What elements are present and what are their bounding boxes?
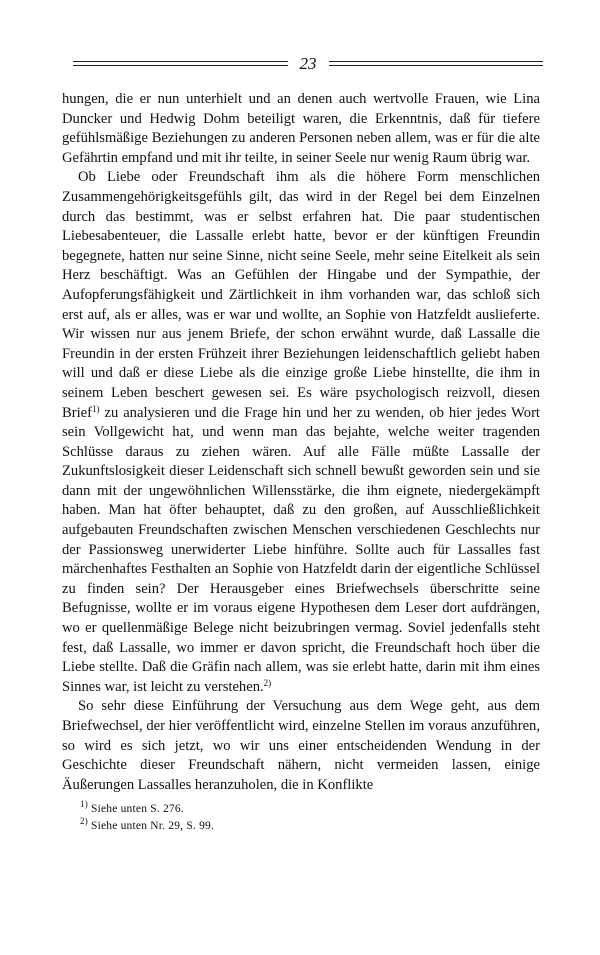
footnote-reference: 1) <box>92 403 100 414</box>
footnote-reference: 2) <box>263 677 272 688</box>
footnote-mark: 1) <box>80 799 88 810</box>
footnote <box>80 801 540 818</box>
footnotes <box>62 801 540 835</box>
paragraph <box>62 168 540 697</box>
footnote-text: Siehe unten Nr. 29, S. 99. <box>90 820 215 833</box>
body-text <box>62 90 540 795</box>
page-number: 23 <box>299 53 317 73</box>
paragraph-text: Ob Liebe oder Freundschaft ihm als die höhere Form menschlichen Zusammengehörigkeitsgefühls gilt, das wird in der Regel bei dem Einzelnen durch das bestimmt, was er selbst erfahren hat. Die paar studentischen Liebesabenteuer, die Lassalle erlebt hatte, bevor er der künftigen Freundin begegnete, hatten nur seine Sinne, nicht seine Seele, mehr seine Eitelkeit als sein Herz beschäftigt. Was an Gefühlen der Hingabe und der Sympathie, der Aufopferungsfähigkeit und Zärtlichkeit in ihm vorhanden war, das schloß sich erst auf, als er alles, was er war und wollte, an Sophie von Hatzfeldt auslieferte. Wir wissen nur aus jenem Briefe, der schon erwähnt wurde, daß Lassalle die Freundin in der ersten Frühzeit ihrer Beziehungen leidenschaftlich geliebt haben will und daß er diese Liebe als die einzige große Liebe hinstellte, die ihm in seinem Leben beschert gewesen sei. Es wäre psychologisch reizvoll, diesen Brief <box>62 169 540 421</box>
paragraph <box>62 697 540 795</box>
book-page <box>62 50 540 835</box>
header-rule-left <box>73 61 288 66</box>
paragraph-text: zu analysieren und die Frage hin und her zu wenden, ob hier jedes Wort sein Vollgewicht hat, und wenn man das bejahte, welche weiter tragenden Schlüsse daraus zu ziehen wären. Auf alle Fälle müßte Lassalle der Zukunftslosigkeit dieser Leidenschaft sich schnell bewußt geworden sein und sie dann mit der ungewöhnlichen Willensstärke, die ihm eignete, niedergekämpft haben. Man hat öfter behauptet, daß zu den großen, auf Ausschließlichkeit aufgebauten Freundschaften zwischen Menschen verschiedenen Geschlechts nur der Passionsweg unerwiderter Liebe hinführe. Sollte auch für Lassalles fast märchenhaftes Festhalten an Sophie von Hatzfeldt darin der eigentliche Schlüssel zu finden sein? Der Herausgeber eines Briefwechsels überschritte seine Befugnisse, wollte er im voraus eigene Hypothesen dem Leser dort aufdrängen, wo er quellenmäßige Belege nicht beizubringen vermag. Soviel jedenfalls steht fest, daß Lassalle, wo immer er davon spricht, die Freundschaft hoch über die Liebe stellte. Daß die Gräfin nach allem, was sie erlebt hatte, darin mit ihm eines Sinnes war, ist leicht zu verstehen. <box>62 404 540 695</box>
paragraph-text: hungen, die er nun unterhielt und an denen auch wertvolle Frauen, wie Lina Duncker und Hedwig Dohm beteiligt waren, die Erkenntnis, daß für tiefere gefühlsmäßige Beziehungen zu anderen Personen neben allem, was er für die alte Gefährtin empfand und mit ihr teilte, in seiner Seele nur wenig Raum übrig war. <box>62 91 540 166</box>
running-header <box>73 50 543 76</box>
footnote-mark: 2) <box>80 816 88 827</box>
paragraph-text: So sehr diese Einführung der Versuchung aus dem Wege geht, aus dem Briefwechsel, der hier veröffentlicht wird, einzelne Stellen im voraus anzuführen, so wird es sich jetzt, wo wir uns einer entscheidenden Wendung in der Geschichte dieser Freundschaft nähern, nicht vermeiden lassen, einige Äußerungen Lassalles heranzuholen, die in Konflikte <box>62 698 540 793</box>
header-rule-right <box>329 61 544 66</box>
footnote <box>80 818 540 835</box>
paragraph <box>62 90 540 168</box>
footnote-text: Siehe unten S. 276. <box>90 803 184 816</box>
